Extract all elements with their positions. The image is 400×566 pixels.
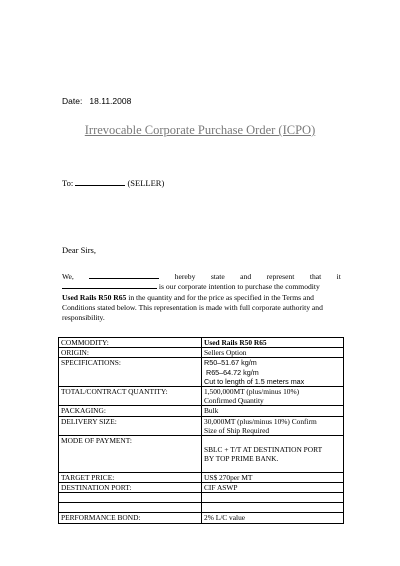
quantity-line-1: 1,500,000MT (plus/minus 10%) xyxy=(204,387,300,397)
table-row-delivery xyxy=(59,416,344,435)
salutation: Dear Sirs, xyxy=(62,245,96,255)
performance-value: 2% L/C value xyxy=(202,513,344,523)
paragraph-line-5: responsibility. xyxy=(62,313,105,323)
delivery-line-2: Size of Ship Required xyxy=(204,425,270,435)
table-row-payment xyxy=(59,436,344,473)
paragraph-line-4: Conditions stated below. This representation is made with full corporate authority and xyxy=(62,302,323,312)
word-and: and xyxy=(240,272,252,281)
specifications-label: SPECIFICATIONS: xyxy=(59,358,202,387)
quantity-value xyxy=(202,387,344,406)
word-represent: represent xyxy=(266,272,295,281)
destination-label: DESTINATION PORT: xyxy=(59,483,202,493)
payment-value xyxy=(202,436,344,473)
paragraph-line-3-text: in the quantity and for the price as specified in the Terms and xyxy=(126,292,314,302)
table-row-quantity xyxy=(59,387,344,406)
word-we: We, xyxy=(62,272,74,281)
recipient-line xyxy=(62,178,164,188)
payment-spacer xyxy=(204,436,341,445)
packaging-label: PACKAGING: xyxy=(59,406,202,416)
company-blank xyxy=(62,282,157,289)
paragraph-line-1 xyxy=(62,272,341,282)
commodity-value: Used Rails R50 R65 xyxy=(202,338,344,348)
delivery-value xyxy=(202,416,344,435)
table-row-empty-1 xyxy=(59,493,344,503)
terms-table xyxy=(58,337,344,524)
document-date: Date: 18.11.2008 xyxy=(62,96,132,106)
intent-paragraph xyxy=(62,272,341,323)
target-price-value: US$ 270per MT xyxy=(202,473,344,483)
quantity-line-2: Confirmed Quantity xyxy=(204,396,264,406)
table-row-packaging xyxy=(59,406,344,416)
table-row-commodity xyxy=(59,338,344,348)
empty-cell xyxy=(59,503,202,513)
seller-blank xyxy=(75,179,125,186)
word-that: that xyxy=(309,272,322,281)
paragraph-line-2 xyxy=(62,282,341,292)
payment-label: MODE OF PAYMENT: xyxy=(59,436,202,473)
spec-line-3: Cut to length of 1.5 meters max xyxy=(204,376,305,386)
delivery-label: DELIVERY SIZE: xyxy=(59,416,202,435)
specifications-value xyxy=(202,358,344,387)
commodity-bold: Used Rails R50 R65 xyxy=(62,292,127,302)
word-state: state xyxy=(210,272,225,281)
destination-value: CIF ASWP xyxy=(202,483,344,493)
paragraph-line-2-text: is our corporate intention to purchase the commodity xyxy=(157,282,320,292)
spec-line-2: R65–64.72 kg/m xyxy=(204,367,259,377)
quantity-label: TOTAL/CONTRACT QUANTITY: xyxy=(59,387,202,406)
table-row-target-price xyxy=(59,473,344,483)
origin-value: Sellers Option xyxy=(202,348,344,358)
name-blank xyxy=(89,272,159,279)
word-it: it xyxy=(336,272,341,281)
to-prefix: To: xyxy=(62,178,74,188)
spec-line-1: R50–51.67 kg/m xyxy=(204,358,257,368)
table-row-origin xyxy=(59,348,344,358)
payment-line-1: SBLC + T/T AT DESTINATION PORT xyxy=(204,445,323,455)
word-hereby: hereby xyxy=(174,272,196,281)
delivery-line-1: 30,000MT (plus/minus 10%) Confirm xyxy=(204,416,317,426)
origin-label: ORIGIN: xyxy=(59,348,202,358)
table-row-specifications xyxy=(59,358,344,387)
document-title: Irrevocable Corporate Purchase Order (ICPO) xyxy=(84,123,316,137)
empty-cell xyxy=(202,503,344,513)
empty-cell xyxy=(202,493,344,503)
table-row-performance xyxy=(59,513,344,523)
target-price-label: TARGET PRICE: xyxy=(59,473,202,483)
to-suffix: (SELLER) xyxy=(127,178,165,188)
packaging-value: Bulk xyxy=(202,406,344,416)
payment-line-2: BY TOP PRIME BANK. xyxy=(204,454,279,464)
commodity-label: COMMODITY: xyxy=(59,338,202,348)
empty-cell xyxy=(59,493,202,503)
table-row-destination xyxy=(59,483,344,493)
paragraph-line-3 xyxy=(62,293,341,303)
performance-label: PERFORMANCE BOND: xyxy=(59,513,202,523)
table-row-empty-2 xyxy=(59,503,344,513)
